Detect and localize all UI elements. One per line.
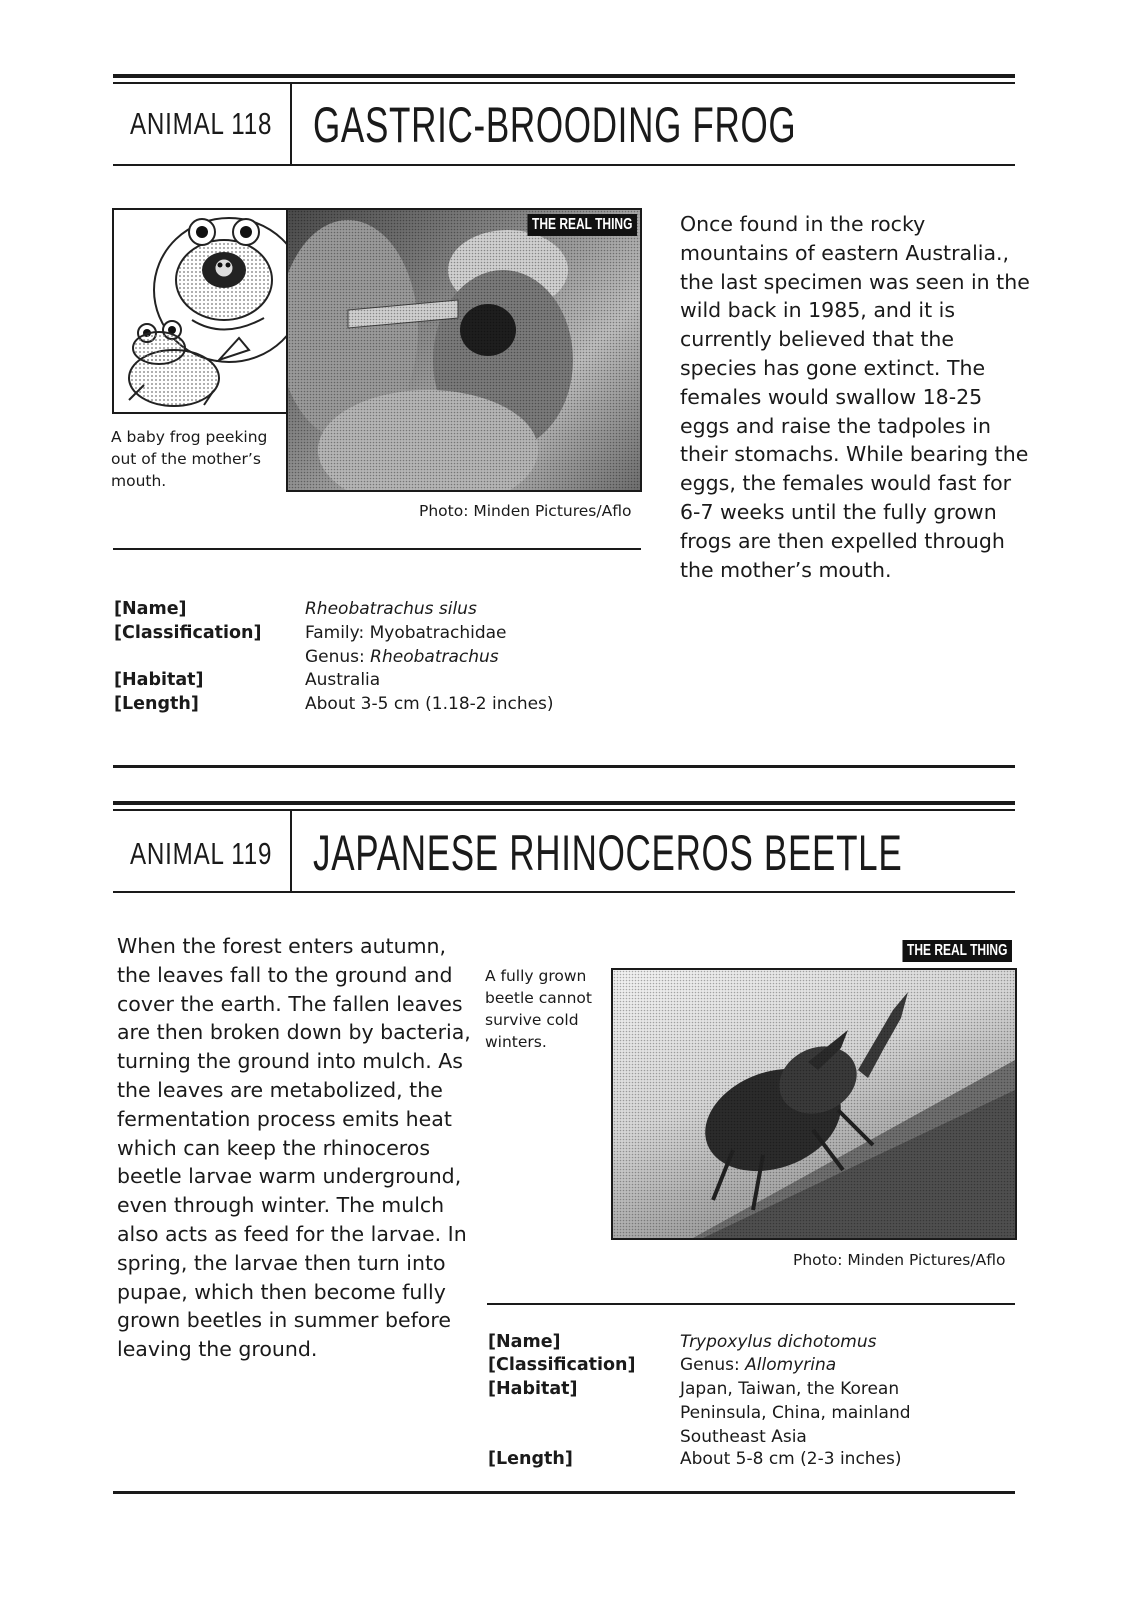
animal-description: Once found in the rocky mountains of eastern Australia., the last specimen was seen in the wild back in 1985, and it is currently believed that the species has gone extinct. The females would swallow 18-25 eggs and raise the tadpoles in their stomachs. While bearing the eggs, the females would fast for 6-7 weeks until the fully grown frogs are then expelled through the mother’s mouth. <box>680 212 1030 582</box>
animal-title: GASTRIC-BROODING FROG <box>313 97 797 153</box>
habitat-label-2: [Habitat] <box>488 1379 578 1399</box>
genus-prefix-2: Genus: <box>680 1355 746 1375</box>
habitat-value: Australia <box>305 670 381 690</box>
length-value-2: About 5-8 cm (2-3 inches) <box>680 1449 902 1469</box>
length-value: About 3-5 cm (1.18-2 inches) <box>305 694 554 714</box>
genus-value <box>305 645 499 669</box>
animal-number: ANIMAL 118 <box>130 106 273 141</box>
name-value-2 <box>680 1330 876 1354</box>
genus-name-2: Allomyrina <box>745 1355 837 1375</box>
classification-label-2: [Classification] <box>488 1355 636 1375</box>
animal-title-2: JAPANESE RHINOCEROS BEETLE <box>313 825 903 881</box>
frog-photo <box>286 208 642 492</box>
genus-prefix: Genus: <box>305 647 371 667</box>
top-rule-thick-2 <box>113 801 1015 805</box>
name-value <box>305 597 477 621</box>
length-label-2: [Length] <box>488 1449 573 1469</box>
photo-credit: Photo: Minden Pictures/Aflo <box>419 502 632 520</box>
header-bottom-rule <box>113 164 1015 166</box>
illustration-caption: A baby frog peeking out of the mother’s mouth. <box>111 428 268 490</box>
real-thing-tag: THE REAL THING <box>528 214 637 236</box>
beetle-photo <box>611 968 1017 1240</box>
header-bottom-rule-2 <box>113 891 1015 893</box>
beetle-caption: A fully grown beetle cannot survive cold winters. <box>485 967 592 1051</box>
page-end-rule <box>113 1491 1015 1494</box>
scientific-name: Rheobatrachus silus <box>305 599 477 619</box>
top-rule-thin <box>113 82 1015 84</box>
animal-description-2: When the forest enters autumn, the leaves fall to the ground and cover the earth. The fallen leaves are then broken down by bacteria, turning the ground into mulch. As the leaves are metabolized, the fermentation process emits heat which can keep the rhinoceros beetle larvae warm underground, even through winter. The mulch also acts as feed for the larvae. In spring, the larvae then turn into pupae, which then become fully grown beetles in summer before leaving the ground. <box>117 934 471 1362</box>
real-thing-tag-2: THE REAL THING <box>903 940 1012 962</box>
genus-name: Rheobatrachus <box>370 647 499 667</box>
length-label: [Length] <box>114 694 199 714</box>
top-rule-thin-2 <box>113 809 1015 811</box>
family-value: Family: Myobatrachidae <box>305 623 507 643</box>
photo-bottom-rule <box>113 548 641 550</box>
name-label: [Name] <box>114 599 187 619</box>
genus-value-2 <box>680 1353 836 1377</box>
name-label-2: [Name] <box>488 1332 561 1352</box>
header-divider-2 <box>290 811 292 893</box>
habitat-value-2: Japan, Taiwan, the Korean Peninsula, China, mainland Southeast Asia <box>680 1379 911 1447</box>
classification-label: [Classification] <box>114 623 262 643</box>
section-end-rule <box>113 765 1015 768</box>
frog-illustration <box>112 208 309 414</box>
animal-number-2: ANIMAL 119 <box>130 836 273 871</box>
habitat-label: [Habitat] <box>114 670 204 690</box>
photo-credit-2: Photo: Minden Pictures/Aflo <box>793 1251 1006 1269</box>
top-rule-thick <box>113 74 1015 78</box>
photo-bottom-rule-2 <box>487 1303 1015 1305</box>
scientific-name-2: Trypoxylus dichotomus <box>680 1332 877 1352</box>
header-divider <box>290 84 292 166</box>
